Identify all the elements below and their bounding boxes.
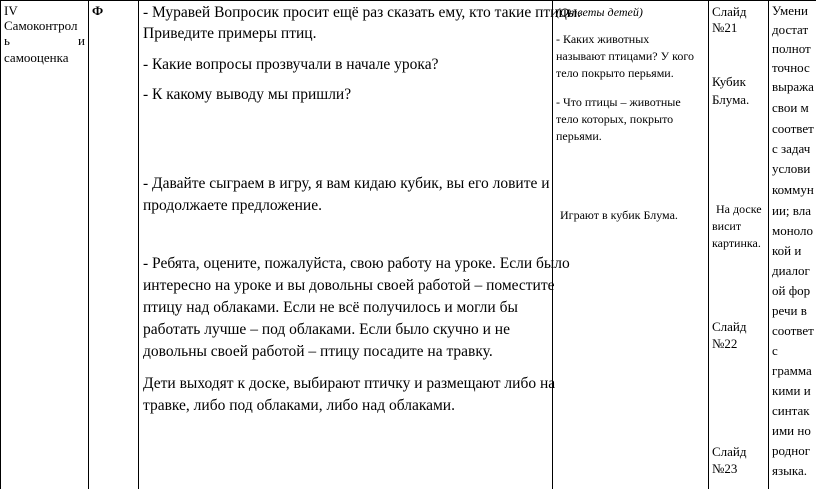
skills-line: достат (772, 22, 809, 37)
teacher-text-line: - К какому выводу мы пришли? (143, 86, 352, 103)
skills-line: кой и (772, 243, 802, 258)
column-divider-3 (552, 0, 553, 489)
stage-title-line: Самоконтрол (4, 18, 78, 33)
children-answer-line: перьями. (556, 129, 602, 143)
children-answer-line: - Каких животных (556, 32, 650, 46)
children-answer-line: тело покрыто перьями. (556, 66, 674, 80)
resource-line: Слайд (712, 444, 747, 459)
skills-line: ими но (772, 423, 811, 438)
children-answer-line: - Что птицы – животные (556, 95, 681, 109)
skills-line: соответ (772, 121, 814, 136)
resource-line: На доске (716, 202, 762, 216)
skills-line: с задач (772, 141, 811, 156)
children-answer-line: называют птицами? У кого (556, 49, 694, 63)
skills-cell (769, 0, 816, 489)
skills-line: языка. (772, 463, 807, 478)
teacher-text-line: - Давайте сыграем в игру, я вам кидаю кубик, вы его ловите и (143, 175, 550, 192)
resource-line: №21 (712, 20, 738, 35)
form-label: Ф (92, 3, 104, 18)
column-divider-2 (138, 0, 139, 489)
stage-title-line: и (78, 33, 85, 48)
skills-line: грамма (772, 363, 812, 378)
teacher-text-line: интересно на уроке и вы довольны своей работой – поместите (143, 277, 555, 294)
children-answers-header: (Ответы детей) (556, 5, 643, 19)
skills-line: речи в (772, 303, 807, 318)
resource-line: картинка. (712, 236, 761, 250)
skills-line: Умени (772, 3, 808, 18)
resource-line: №23 (712, 461, 738, 476)
resource-line: №22 (712, 336, 738, 351)
teacher-text-line: Дети выходят к доске, выбирают птичку и размещают либо на (143, 375, 556, 392)
teacher-text-line: работать лучше – под облаками. Если было скучно и не (143, 321, 510, 338)
skills-line: соответ (772, 323, 814, 338)
skills-line: с (772, 343, 778, 358)
table-border-left (0, 0, 1, 489)
teacher-text-line: продолжаете предложение. (143, 197, 322, 214)
teacher-text-line: довольны своей работой – птицу посадите на травку. (143, 343, 493, 360)
skills-line: выража (772, 79, 814, 94)
children-answer-line: тело которых, покрыто (556, 112, 674, 126)
resource-line: Слайд (712, 319, 747, 334)
children-answer-line: Играют в кубик Блума. (560, 208, 678, 222)
teacher-text-line: - Ребята, оцените, пожалуйста, свою работу на уроке. Если было (143, 255, 570, 272)
resource-line: Кубик (712, 74, 746, 89)
skills-line: диалог (772, 263, 810, 278)
resource-line: Блума. (712, 92, 750, 107)
stage-title-line: самооценка (4, 50, 69, 65)
teacher-text-line: - Муравей Вопросик просит ещё раз сказать ему, кто такие птицы. (143, 4, 582, 21)
skills-line: коммун (772, 182, 814, 197)
teacher-text-line: Приведите примеры птиц. (143, 25, 317, 42)
skills-line: синтак (772, 403, 810, 418)
resource-line: висит (712, 219, 742, 233)
skills-line: родног (772, 443, 811, 458)
skills-line: кими и (772, 383, 811, 398)
column-divider-1 (88, 0, 89, 489)
column-divider-4 (708, 0, 709, 489)
resource-line: Слайд (712, 4, 747, 19)
stage-title-line: ь (4, 33, 10, 48)
skills-line: моноло (772, 223, 813, 238)
stage-number: IV (4, 3, 18, 18)
teacher-text-line: травке, либо под облаками, либо над облаками. (143, 397, 455, 414)
teacher-text-line: птицу над облаками. Если не всё получилось и могли бы (143, 299, 518, 316)
skills-line: ии; вла (772, 203, 811, 218)
skills-line: свои м (772, 100, 809, 115)
teacher-text-line: - Какие вопросы прозвучали в начале урока? (143, 56, 439, 73)
skills-line: точнос (772, 60, 810, 75)
skills-line: услови (772, 161, 811, 176)
skills-line: ой фор (772, 283, 811, 298)
skills-line: полнот (772, 41, 811, 56)
